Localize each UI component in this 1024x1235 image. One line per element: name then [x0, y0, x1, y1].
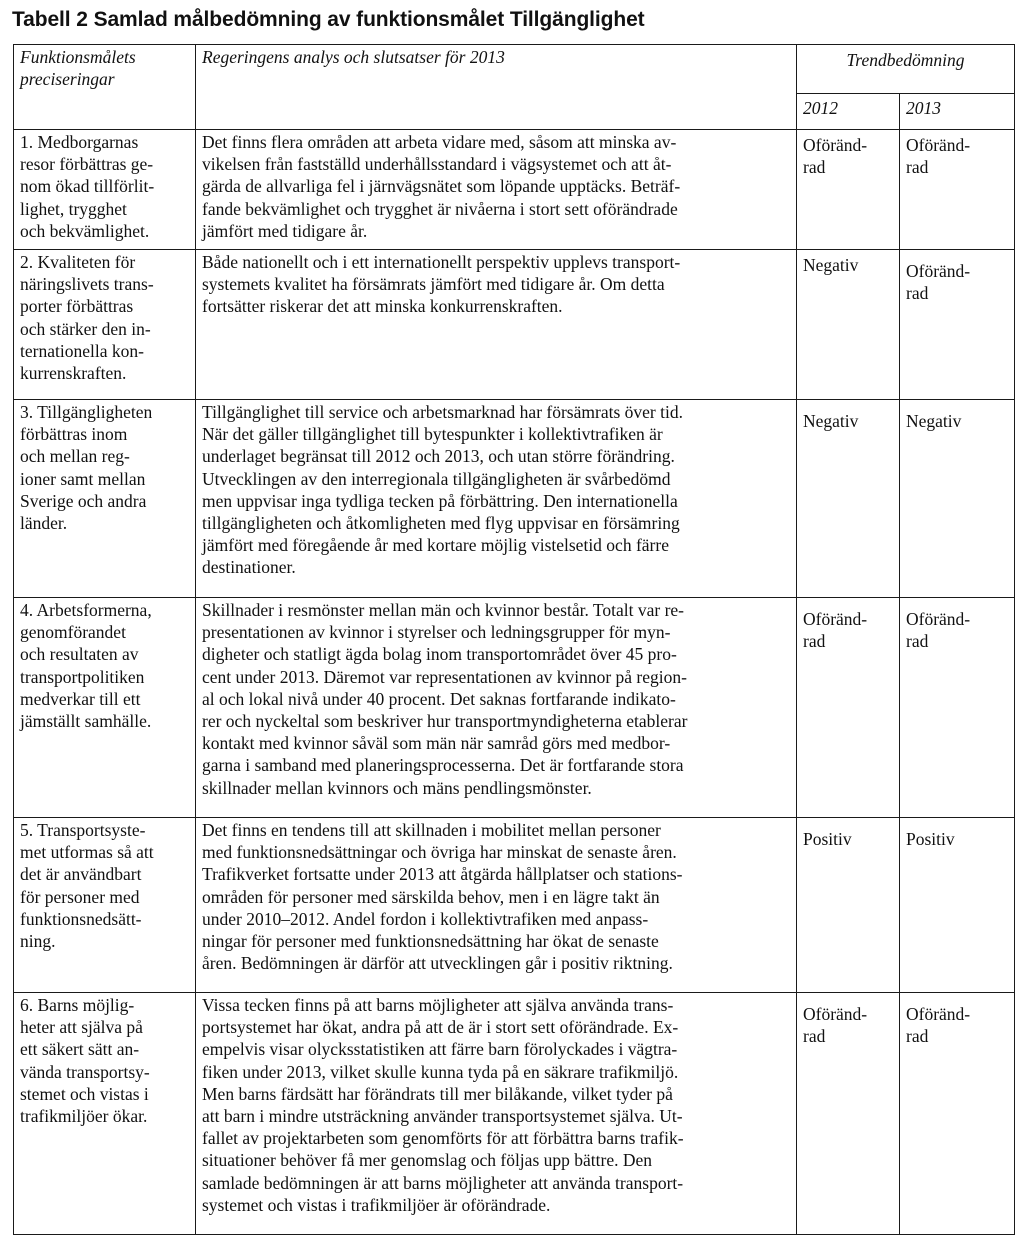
table-row — [14, 130, 1015, 250]
trend-2013-cell: Positiv — [900, 818, 1015, 993]
analysis-cell — [196, 400, 797, 598]
goal-text: 3. Tillgängligheten förbättras inom och mellan reg- ioner samt mellan Sverige och andra länder. — [20, 402, 153, 534]
analysis-cell — [196, 598, 797, 818]
analysis-text: Både nationellt och i ett internationellt perspektiv upplevs transport- systemets kvalitet ha försämrats jämfört med tidigare år. Om detta fortsätter riskerar det att minska konkurrenskraften. — [202, 252, 681, 317]
goal-cell — [14, 250, 196, 400]
table-row — [14, 400, 1015, 598]
table-title: Tabell 2 Samlad målbedömning av funktionsmålet Tillgänglighet — [12, 8, 645, 31]
trend-2012-cell: Oföränd- rad — [797, 598, 900, 818]
goal-cell — [14, 818, 196, 993]
trend-2012-cell: Oföränd- rad — [797, 130, 900, 250]
trend-2013-cell: Oföränd- rad — [900, 993, 1015, 1235]
analysis-cell — [196, 993, 797, 1235]
trend-2013-cell: Oföränd- rad — [900, 130, 1015, 250]
header-trend: Trendbedömning — [797, 45, 1015, 94]
analysis-cell — [196, 818, 797, 993]
analysis-text: Det finns flera områden att arbeta vidare med, såsom att minska av- vikelsen från fastställd underhållsstandard i vägsystemet och att åt- gärda de allvarliga fel i järnvägsnätet som löpande upptäcks. Beträf- fande bekvämlighet och trygghet är nivåerna i stort sett oförändrade jämfört med tidigare år. — [202, 132, 681, 241]
analysis-cell — [196, 250, 797, 400]
goal-text: 6. Barns möjlig- heter att själva på ett säkert sätt an- vända transportsy- stemet och vistas i trafikmiljöer ökar. — [20, 995, 150, 1127]
goal-cell — [14, 400, 196, 598]
table-row — [14, 250, 1015, 400]
goal-text: 4. Arbetsformerna, genomförandet och resultaten av transportpolitiken medverkar till ett jämställt samhälle. — [20, 600, 152, 732]
table-row — [14, 818, 1015, 993]
trend-2013-cell: Negativ — [900, 400, 1015, 598]
goal-cell — [14, 598, 196, 818]
trend-2012-cell: Negativ — [797, 250, 900, 400]
trend-2012-cell: Oföränd- rad — [797, 993, 900, 1235]
table-header — [14, 45, 1015, 130]
header-goal-text: Funktionsmålets preciseringar — [20, 47, 136, 90]
goal-cell — [14, 130, 196, 250]
goal-text: 5. Transportsyste- met utformas så att det är användbart för personer med funktionsnedsätt- ning. — [20, 820, 154, 952]
trend-2013-cell: Oföränd- rad — [900, 250, 1015, 400]
header-analysis: Regeringens analys och slutsatser för 2013 — [196, 45, 797, 130]
analysis-text: Vissa tecken finns på att barns möjligheter att själva använda trans- portsystemet har ökat, andra på att de är i stort sett oförändrade. Ex- empelvis visar olycksstatistiken att färre barn förolyckades i vägtra- fiken under 2013, vilket skulle kunna tyda på en säkrare trafikmiljö. Men barns färdsätt har förändrats till mer bilåkande, vilket tyder på att barn i mindre utsträckning använder transportsystemet själva. Ut- fallet av projektarbeten som genomförts för att förbättra barns trafik- situationer behöver få mer genomslag och följas upp bättre. Den samlade bedömningen är att barns möjligheter att använda transport- systemet och vistas i trafikmiljöer är oförändrade. — [202, 995, 684, 1215]
assessment-table — [13, 44, 1015, 1235]
trend-2013-cell: Oföränd- rad — [900, 598, 1015, 818]
analysis-text: Tillgänglighet till service och arbetsmarknad har försämrats över tid. När det gäller tillgänglighet till bytespunkter i kollektivtrafiken är underlaget begränsat till 2012 och 2013, och utan större förändring. Utvecklingen av den interregionala tillgängligheten är svårbedömd men uppvisar inga tydliga tecken på förbättring. Den internationella tillgängligheten och åtkomligheten med flyg uppvisar en försämring jämfört med föregående år med kortare möjlig vistelsetid och färre destinationer. — [202, 402, 683, 578]
goal-text: 1. Medborgarnas resor förbättras ge- nom ökad tillförlit- lighet, trygghet och bekvämlighet. — [20, 132, 155, 241]
header-year-2012: 2012 — [797, 94, 900, 130]
header-goal — [14, 45, 196, 130]
header-year-2013: 2013 — [900, 94, 1015, 130]
trend-2012-cell: Positiv — [797, 818, 900, 993]
analysis-text: Skillnader i resmönster mellan män och kvinnor består. Totalt var re- presentationen av kvinnor i styrelser och ledningsgrupper för myn- digheter och statligt ägda bolag inom transportområdet över 45 pro- cent under 2013. Däremot var representationen av kvinnor på region- al och lokal nivå under 40 procent. Det saknas fortfarande indikato- rer och nyckeltal som beskriver hur transportmyndigheterna etablerar kontakt med kvinnor såväl som män när samråd görs med medbor- garna i samband med planeringsprocesserna. Det är fortfarande stora skillnader mellan kvinnors och mäns pendlingsmönster. — [202, 600, 688, 798]
analysis-cell — [196, 130, 797, 250]
goal-cell — [14, 993, 196, 1235]
goal-text: 2. Kvaliteten för näringslivets trans- porter förbättras och stärker den in- ternationella kon- kurrenskraften. — [20, 252, 154, 384]
table-row — [14, 993, 1015, 1235]
analysis-text: Det finns en tendens till att skillnaden i mobilitet mellan personer med funktionsnedsättningar och övriga har minskat de senaste åren. Trafikverket fortsatte under 2013 att åtgärda hållplatser och stations- områden för personer med särskilda behov, men i en lägre takt än under 2010–2012. Andel fordon i kollektivtrafiken med anpass- ningar för personer med funktionsnedsättning har ökat de senaste åren. Bedömningen är därför att utvecklingen går i positiv riktning. — [202, 820, 683, 974]
trend-2012-cell: Negativ — [797, 400, 900, 598]
table-row — [14, 598, 1015, 818]
